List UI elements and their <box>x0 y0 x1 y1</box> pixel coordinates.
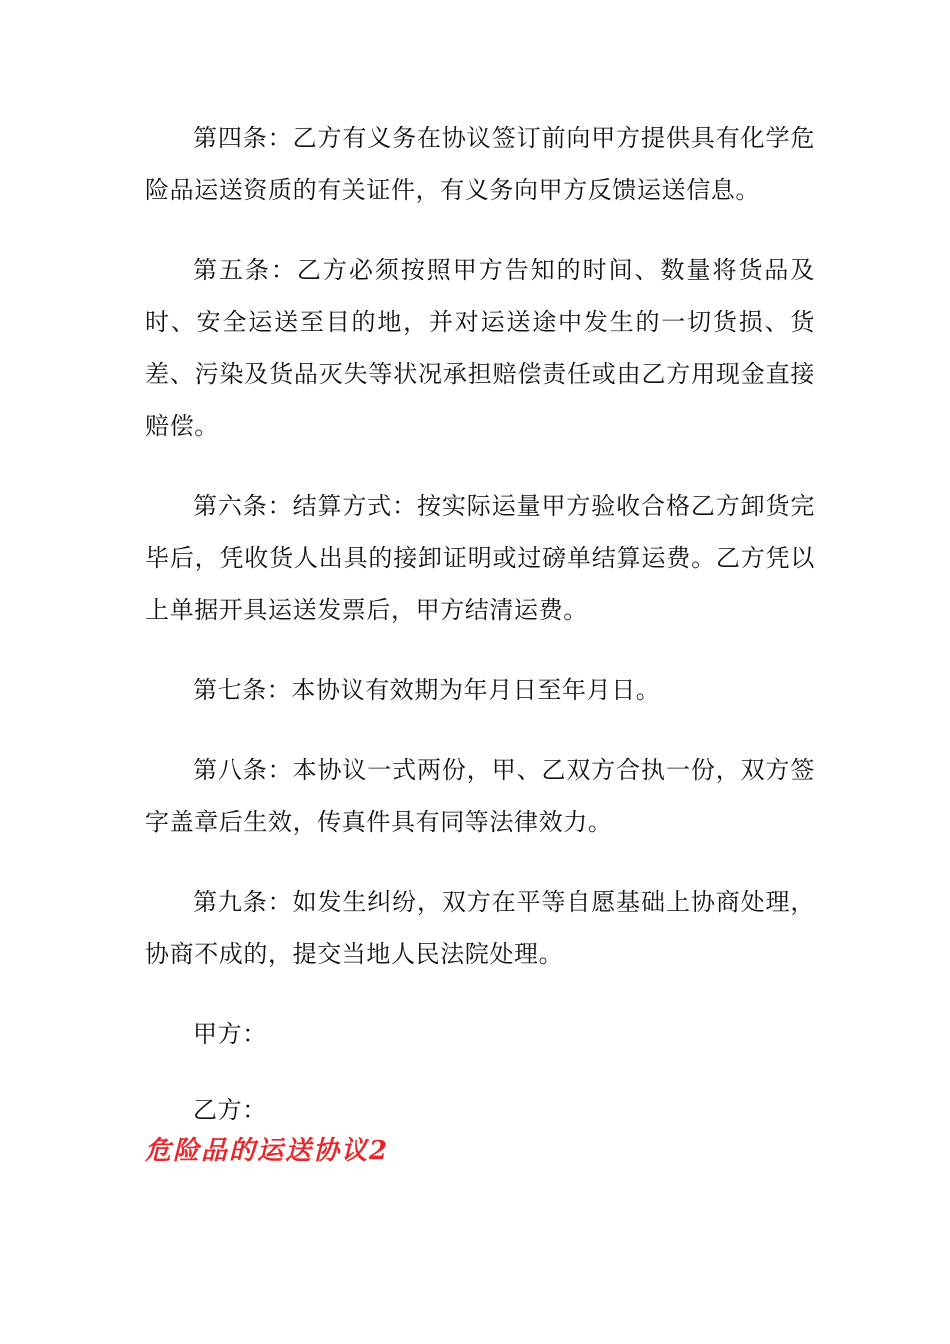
clause-8: 第八条：本协议一式两份，甲、乙双方合执一份，双方签字盖章后生效，传真件具有同等法律效力。 <box>145 756 815 836</box>
document-body <box>145 112 815 1160</box>
clause-5: 第五条：乙方必须按照甲方告知的时间、数量将货品及时、安全运送至目的地，并对运送途中发生的一切货损、货差、污染及货品灭失等状况承担赔偿责任或由乙方用现金直接赔偿。 <box>145 256 815 440</box>
clause-9: 第九条：如发生纠纷，双方在平等自愿基础上协商处理，协商不成的，提交当地人民法院处理。 <box>145 888 815 968</box>
party-a-signature-line: 甲方： <box>193 1020 267 1048</box>
party-b-signature-line: 乙方： <box>193 1096 267 1124</box>
clause-4: 第四条：乙方有义务在协议签订前向甲方提供具有化学危险品运送资质的有关证件，有义务向甲方反馈运送信息。 <box>145 124 815 204</box>
clause-6: 第六条：结算方式：按实际运量甲方验收合格乙方卸货完毕后，凭收货人出具的接卸证明或过磅单结算运费。乙方凭以上单据开具运送发票后，甲方结清运费。 <box>145 492 815 624</box>
clause-7: 第七条：本协议有效期为年月日至年月日。 <box>193 676 661 704</box>
section-heading: 危险品的运送协议2 <box>145 1136 390 1166</box>
